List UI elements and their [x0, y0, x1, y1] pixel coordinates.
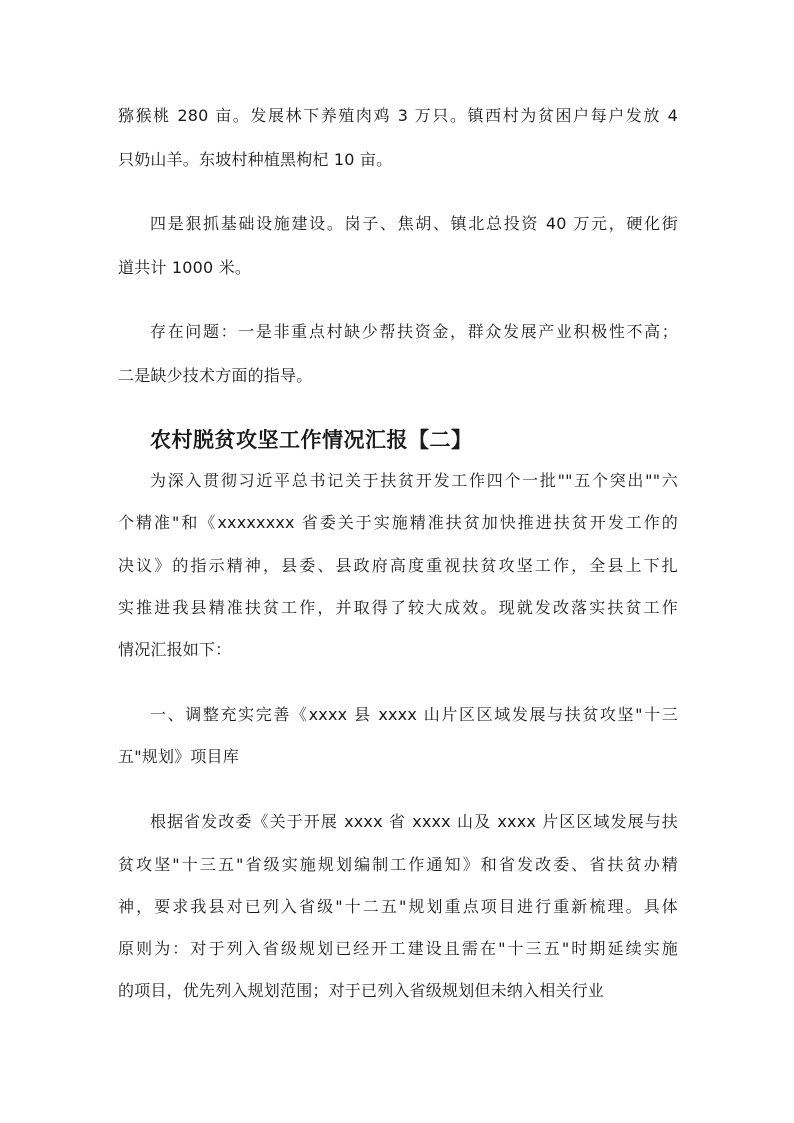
paragraph-line: 存在问题：一是非重点村缺少帮扶资金，群众发展产业积极性不高；: [150, 322, 678, 341]
paragraph-line: 神，要求我县对已列入省级"十二五"规划重点项目进行重新梳理。具体: [118, 897, 678, 916]
paragraph-line: 实推进我县精准扶贫工作，并取得了较大成效。现就发改落实扶贫工作: [118, 598, 678, 617]
paragraph-line: 二是缺少技术方面的指导。: [118, 366, 313, 385]
paragraph-line: 五"规划》项目库: [118, 747, 239, 766]
paragraph-line: 四是狠抓基础设施建设。岗子、焦胡、镇北总投资 40 万元，硬化街: [150, 214, 678, 233]
paragraph-line: 只奶山羊。东坡村种植黑枸杞 10 亩。: [118, 150, 393, 169]
paragraph-line: 个精准"和《xxxxxxxx 省委关于实施精准扶贫加快推进扶贫开发工作的: [118, 513, 678, 532]
paragraph-line: 情况汇报如下：: [118, 640, 232, 659]
paragraph-line: 决议》的指示精神，县委、县政府高度重视扶贫攻坚工作，全县上下扎: [118, 556, 678, 575]
paragraph-line: 根据省发改委《关于开展 xxxx 省 xxxx 山及 xxxx 片区区域发展与扶: [150, 812, 678, 831]
paragraph-line: 道共计 1000 米。: [118, 258, 252, 277]
paragraph-line: 猕猴桃 280 亩。发展林下养殖肉鸡 3 万只。镇西村为贫困户每户发放 4: [118, 106, 678, 125]
paragraph-line: 为深入贯彻习近平总书记关于扶贫开发工作四个一批""五个突出""六: [150, 471, 678, 490]
paragraph-line: 贫攻坚"十三五"省级实施规划编制工作通知》和省发改委、省扶贫办精: [118, 855, 678, 874]
paragraph-line: 的项目，优先列入规划范围；对于已列入省级规划但未纳入相关行业: [118, 981, 605, 1000]
paragraph-line: 一、调整充实完善《xxxx 县 xxxx 山片区区域发展与扶贫攻坚"十三: [150, 705, 678, 724]
paragraph-line: 原则为：对于列入省级规划已经开工建设且需在"十三五"时期延续实施: [118, 939, 678, 958]
section-heading: 农村脱贫攻坚工作情况汇报【二】: [150, 427, 473, 452]
